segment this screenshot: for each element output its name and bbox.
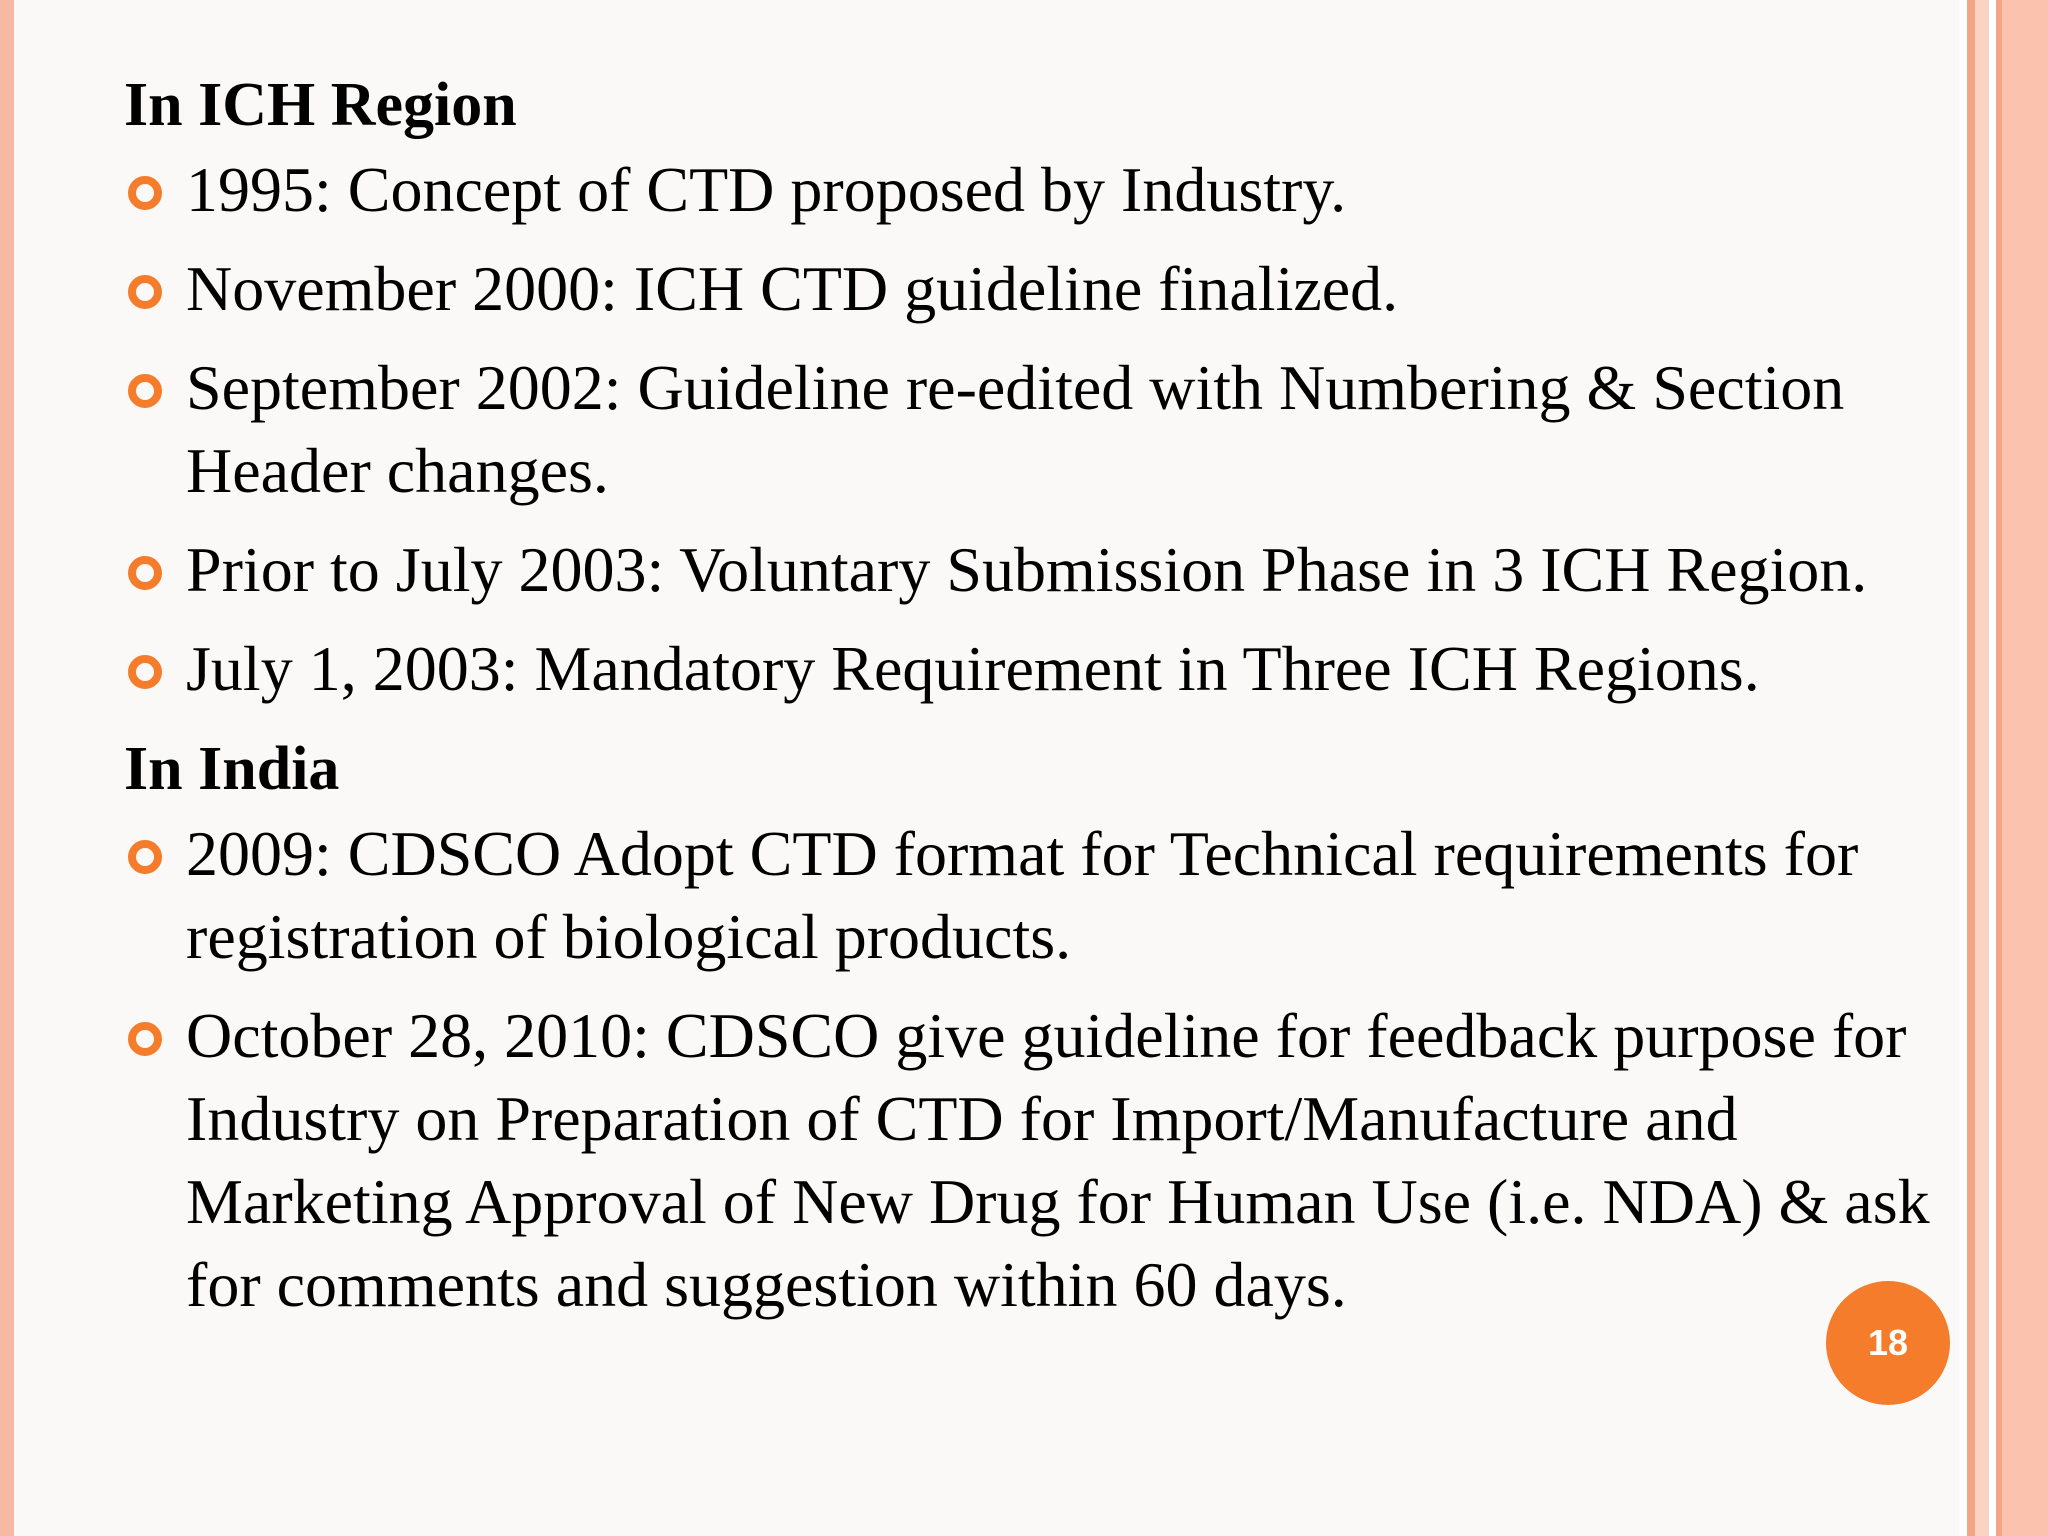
- left-border-stripe: [0, 0, 14, 1536]
- bullet-text: Prior to July 2003: Voluntary Submission Phase in 3 ICH Region.: [186, 534, 1868, 605]
- list-item: [124, 994, 1944, 1326]
- section-heading-india: In India: [124, 735, 340, 803]
- india-bullet-list: [124, 812, 1944, 1326]
- list-item: [124, 528, 1944, 611]
- list-item: [124, 346, 1944, 512]
- right-border-stripe: [2002, 0, 2048, 1536]
- bullet-text: September 2002: Guideline re-edited with Numbering & Section Header changes.: [186, 352, 1845, 506]
- page-number-badge: 18: [1826, 1281, 1950, 1405]
- right-border-stripe: [1967, 0, 1975, 1536]
- ring-bullet-icon: [128, 1022, 162, 1056]
- ring-bullet-icon: [128, 275, 162, 309]
- slide-content: [124, 62, 1944, 1342]
- ring-bullet-icon: [128, 655, 162, 689]
- bullet-text: 2009: CDSCO Adopt CTD format for Technical requirements for registration of biological products.: [186, 818, 1859, 972]
- ring-bullet-icon: [128, 556, 162, 590]
- list-item: [124, 627, 1944, 710]
- bullet-text: October 28, 2010: CDSCO give guideline for feedback purpose for Industry on Preparation of CTD for Import/Manufacture and Marketing Approval of New Drug for Human Use (i.e. NDA) & ask for comments and suggestion within 60 days.: [186, 1000, 1930, 1320]
- ring-bullet-icon: [128, 176, 162, 210]
- ich-region-bullet-list: [124, 148, 1944, 710]
- list-item: [124, 148, 1944, 231]
- right-border-stripe: [1975, 0, 1989, 1536]
- ring-bullet-icon: [128, 840, 162, 874]
- list-item: [124, 812, 1944, 978]
- right-border-stripe: [1989, 0, 1996, 1536]
- right-border-stripe: [1959, 0, 1967, 1536]
- bullet-text: 1995: Concept of CTD proposed by Industry.: [186, 154, 1347, 225]
- ring-bullet-icon: [128, 374, 162, 408]
- list-item: [124, 247, 1944, 330]
- bullet-text: November 2000: ICH CTD guideline finalized.: [186, 253, 1399, 324]
- section-heading-ich-region: In ICH Region: [124, 71, 517, 139]
- bullet-text: July 1, 2003: Mandatory Requirement in Three ICH Regions.: [186, 633, 1760, 704]
